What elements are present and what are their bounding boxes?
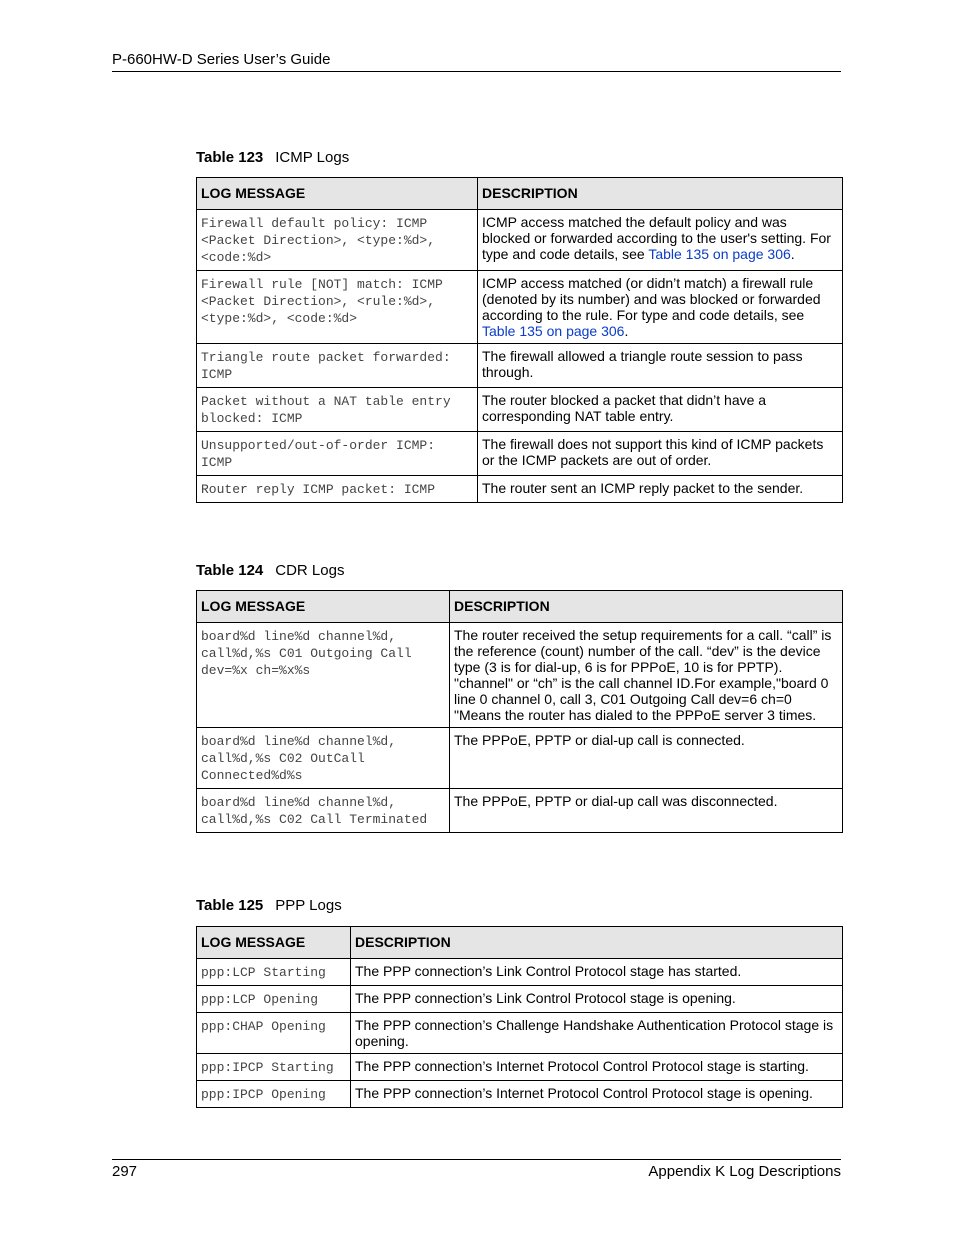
description-cell: The PPP connection’s Internet Protocol Control Protocol stage is starting. xyxy=(351,1054,843,1081)
column-header-description: DESCRIPTION xyxy=(478,178,843,210)
table-row xyxy=(197,476,843,503)
table-caption-ppp xyxy=(196,897,342,915)
table-number: Table 124 xyxy=(196,562,264,579)
column-header-log-message: LOG MESSAGE xyxy=(197,178,478,210)
column-header-log-message: LOG MESSAGE xyxy=(197,927,351,959)
cross-reference-link[interactable]: Table 135 on page 306 xyxy=(482,323,625,339)
icmp-logs-table xyxy=(196,177,843,503)
table-row xyxy=(197,432,843,476)
cross-reference-link[interactable]: Table 135 on page 306 xyxy=(648,246,791,262)
ppp-logs-table xyxy=(196,926,843,1108)
table-row xyxy=(197,728,843,789)
table-row xyxy=(197,344,843,388)
log-message-cell: board%d line%d channel%d, call%d,%s C02 OutCall Connected%d%s xyxy=(197,728,450,789)
description-cell: The PPP connection’s Link Control Protocol stage has started. xyxy=(351,959,843,986)
table-row xyxy=(197,1081,843,1108)
description-end: . xyxy=(624,323,629,339)
description-cell xyxy=(478,210,843,271)
table-name: CDR Logs xyxy=(275,562,345,579)
column-header-description: DESCRIPTION xyxy=(450,591,843,623)
table-header-row xyxy=(197,178,843,210)
table-row xyxy=(197,210,843,271)
log-message-cell: board%d line%d channel%d, call%d,%s C01 Outgoing Call dev=%x ch=%x%s xyxy=(197,623,450,728)
table-name: PPP Logs xyxy=(275,897,342,914)
description-end: . xyxy=(790,246,795,262)
table-caption-icmp xyxy=(196,149,349,167)
page-footer xyxy=(112,1159,841,1181)
table-header-row xyxy=(197,927,843,959)
description-text: ICMP access matched (or didn’t match) a firewall rule (denoted by its number) and was blocked or forwarded according to the rule. For type and code details, see xyxy=(482,275,821,323)
section-title: Appendix K Log Descriptions xyxy=(648,1163,841,1180)
description-cell: The PPPoE, PPTP or dial-up call is connected. xyxy=(450,728,843,789)
log-message-cell: Triangle route packet forwarded: ICMP xyxy=(197,344,478,388)
log-message-cell: Firewall rule [NOT] match: ICMP <Packet Direction>, <rule:%d>, <type:%d>, <code:%d> xyxy=(197,271,478,344)
table-number: Table 125 xyxy=(196,897,264,914)
description-cell xyxy=(478,271,843,344)
column-header-log-message: LOG MESSAGE xyxy=(197,591,450,623)
cdr-logs-table xyxy=(196,590,843,833)
description-cell: The PPP connection’s Internet Protocol Control Protocol stage is opening. xyxy=(351,1081,843,1108)
log-message-cell: ppp:IPCP Opening xyxy=(197,1081,351,1108)
table-row xyxy=(197,959,843,986)
table-row xyxy=(197,1054,843,1081)
description-cell: The router received the setup requirements for a call. “call” is the reference (count) number of the call. “dev” is the device type (3 is for dial-up, 6 is for PPPoE, 10 is for PPTP). "channel" or “ch” is the call channel ID.For example,"board 0 line 0 channel 0, call 3, C01 Outgoing Call dev=6 ch=0 "Means the router has dialed to the PPPoE server 3 times. xyxy=(450,623,843,728)
log-message-cell: Router reply ICMP packet: ICMP xyxy=(197,476,478,503)
page-header xyxy=(112,51,841,72)
description-cell: The PPPoE, PPTP or dial-up call was disconnected. xyxy=(450,789,843,833)
log-message-cell: Unsupported/out-of-order ICMP: ICMP xyxy=(197,432,478,476)
table-row xyxy=(197,986,843,1013)
description-cell: The firewall allowed a triangle route session to pass through. xyxy=(478,344,843,388)
table-row xyxy=(197,623,843,728)
table-header-row xyxy=(197,591,843,623)
table-row xyxy=(197,789,843,833)
description-cell: The firewall does not support this kind of ICMP packets or the ICMP packets are out of order. xyxy=(478,432,843,476)
column-header-description: DESCRIPTION xyxy=(351,927,843,959)
table-caption-cdr xyxy=(196,562,344,580)
log-message-cell: ppp:LCP Opening xyxy=(197,986,351,1013)
table-number: Table 123 xyxy=(196,149,264,166)
log-message-cell: board%d line%d channel%d, call%d,%s C02 Call Terminated xyxy=(197,789,450,833)
table-row xyxy=(197,271,843,344)
page-number: 297 xyxy=(112,1163,138,1180)
log-message-cell: ppp:IPCP Starting xyxy=(197,1054,351,1081)
guide-title: P-660HW-D Series User’s Guide xyxy=(112,51,331,68)
description-cell: The PPP connection’s Link Control Protocol stage is opening. xyxy=(351,986,843,1013)
description-text: ICMP access matched the default policy and was blocked or forwarded according to the user's setting. For type and code details, see xyxy=(482,214,831,262)
table-name: ICMP Logs xyxy=(275,149,350,166)
description-cell: The PPP connection’s Challenge Handshake Authentication Protocol stage is opening. xyxy=(351,1013,843,1054)
log-message-cell: Firewall default policy: ICMP <Packet Direction>, <type:%d>, <code:%d> xyxy=(197,210,478,271)
log-message-cell: ppp:LCP Starting xyxy=(197,959,351,986)
description-cell: The router sent an ICMP reply packet to the sender. xyxy=(478,476,843,503)
log-message-cell: Packet without a NAT table entry blocked: ICMP xyxy=(197,388,478,432)
description-cell: The router blocked a packet that didn’t have a corresponding NAT table entry. xyxy=(478,388,843,432)
log-message-cell: ppp:CHAP Opening xyxy=(197,1013,351,1054)
table-row xyxy=(197,388,843,432)
table-row xyxy=(197,1013,843,1054)
